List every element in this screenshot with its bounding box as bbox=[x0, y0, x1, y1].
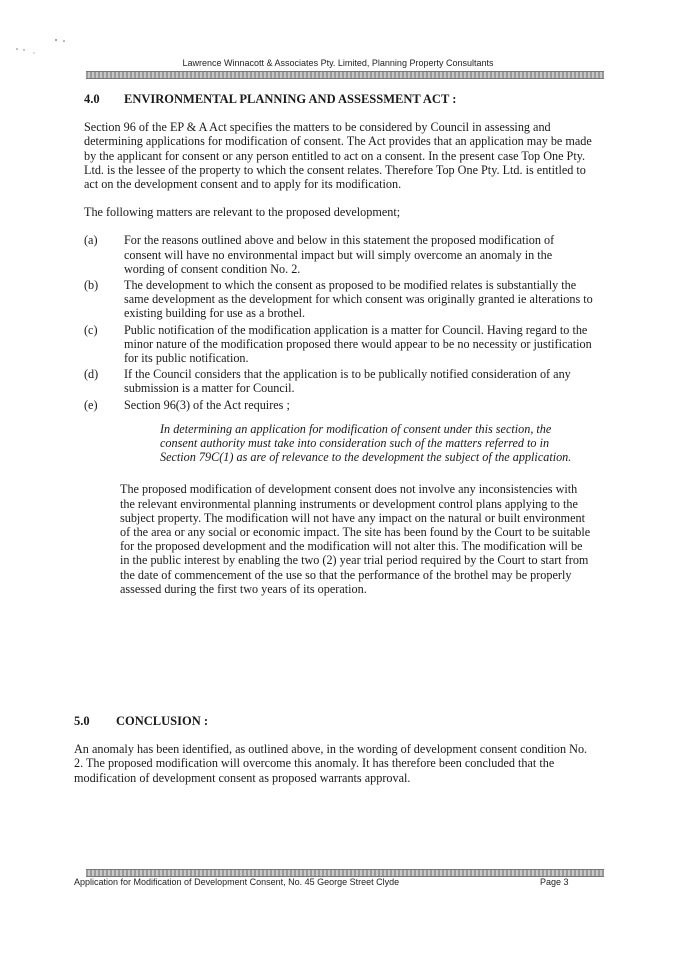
list-item bbox=[84, 367, 594, 395]
section-4-lead: The following matters are relevant to the proposed development; bbox=[84, 205, 401, 220]
header-rule bbox=[86, 71, 604, 79]
list-item bbox=[84, 398, 594, 412]
section-4-heading bbox=[84, 92, 594, 106]
list-text: The development to which the consent as proposed to be modified relates is substantially the same development as the development for which consent was originally granted ie alterations to existing building for use as a brothel. bbox=[124, 278, 593, 321]
list-item bbox=[84, 233, 594, 276]
list-marker: (c) bbox=[84, 322, 98, 337]
list-marker: (a) bbox=[84, 233, 98, 248]
list-text: Public notification of the modification application is a matter for Council. Having regard to the minor nature of the modification proposed there would appear to be no necessity or justification for its public notification. bbox=[124, 322, 592, 366]
section-5-text: An anomaly has been identified, as outlined above, in the wording of development consent condition No. 2. The proposed modification will overcome this anomaly. It has therefore been concluded that the modification of development consent as proposed warrants approval. bbox=[74, 742, 588, 785]
section-5-number: 5.0 bbox=[74, 714, 90, 728]
list-marker: (e) bbox=[84, 397, 98, 412]
footer-rule bbox=[86, 869, 604, 877]
section-4-number: 4.0 bbox=[84, 92, 100, 106]
statutory-quote: In determining an application for modification of consent under this section, the consent authority must take into consideration such of the matters referred to in Section 79C(1) as are of relevance to the development the subject of the application. bbox=[160, 421, 572, 465]
list-text: Section 96(3) of the Act requires ; bbox=[124, 397, 290, 412]
list-text: For the reasons outlined above and below in this statement the proposed modification of consent will have no environmental impact but will simply overcome an anomaly in the wording of consent condition No. 2. bbox=[124, 233, 555, 276]
list-text: If the Council considers that the application is to be publically notified consideration of any submission is a matter for Council. bbox=[124, 367, 571, 396]
list-item bbox=[84, 323, 594, 366]
section-4-title: ENVIRONMENTAL PLANNING AND ASSESSMENT ACT : bbox=[124, 92, 457, 106]
footer-title: Application for Modification of Development Consent, No. 45 George Street Clyde bbox=[74, 877, 400, 887]
page-header: Lawrence Winnacott & Associates Pty. Limited, Planning Property Consultants bbox=[182, 58, 494, 68]
section-5-heading bbox=[74, 714, 594, 728]
list-item bbox=[84, 278, 594, 321]
page-number: Page 3 bbox=[540, 877, 569, 887]
section-5 bbox=[74, 714, 594, 799]
section-4-intro: Section 96 of the EP & A Act specifies the matters to be considered by Council in assessing and determining applications for modification of consent. The Act provides that an application may be made by the applicant for consent or any person entitled to act on a consent. In the present case Top One Pty. Ltd. is the lessee of the property to which the consent relates. Therefore Top One Pty. Ltd. is entitled to act on the development consent and to apply for its modification. bbox=[84, 120, 592, 192]
section-5-title: CONCLUSION : bbox=[116, 714, 209, 728]
list-marker: (d) bbox=[84, 367, 99, 382]
list-marker: (b) bbox=[84, 278, 99, 293]
section-4-discussion: The proposed modification of development consent does not involve any inconsistencies with the relevant environmental planning instruments or development control plans applying to the subject property. The modification will not have any impact on the natural or built environment of the area or any social or economic impact. The site has been found by the Court to be suitable for the proposed development and the modification will not alter this. The modification will be in the public interest by enabling the two (2) year trial period required by the Court to start from the date of commencement of the use so that the performance of the brothel may be properly assessed during the first two years of its operation. bbox=[120, 482, 591, 596]
matters-list bbox=[84, 233, 594, 411]
section-4 bbox=[84, 92, 594, 610]
